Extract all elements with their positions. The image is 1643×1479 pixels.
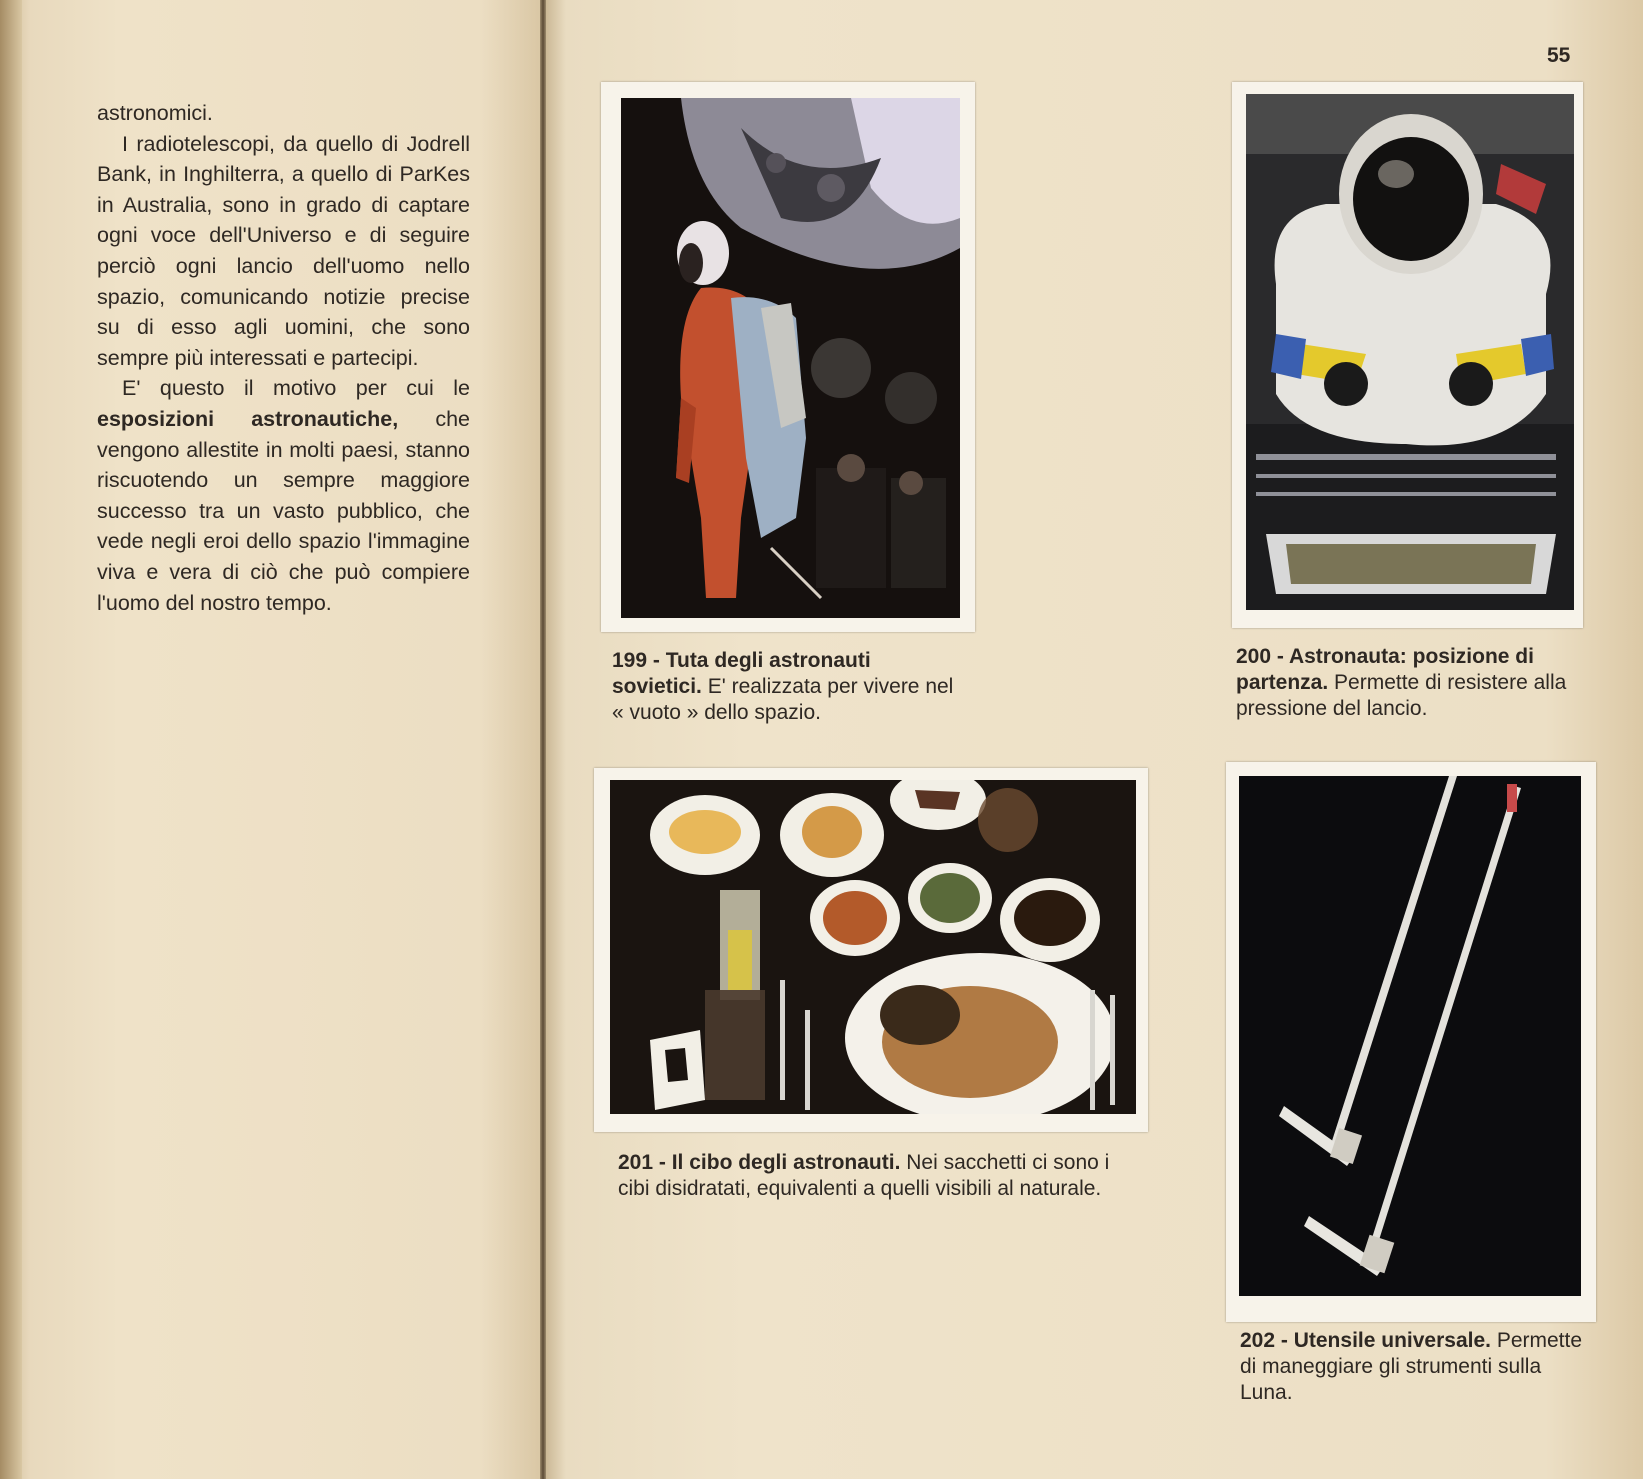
figure-201-card	[594, 768, 1148, 1132]
cosmonaut-suit-photo-icon	[621, 98, 960, 618]
figure-201-caption	[618, 1150, 1144, 1202]
figure-200-caption	[1236, 644, 1578, 722]
paragraph-3-start: E' questo il motivo per cui le	[122, 376, 470, 401]
figure-200-title: Astronauta: posizione di partenza.	[1236, 645, 1534, 694]
universal-tool-photo-icon	[1239, 776, 1581, 1296]
figure-201-text: Nei sacchetti ci sono i cibi disidratati, equivalenti a quelli visibili al naturale.	[618, 1151, 1110, 1200]
figure-200-separator: -	[1271, 645, 1289, 668]
figure-202-title: Utensile universale.	[1293, 1329, 1491, 1352]
figure-199-card	[601, 82, 975, 632]
body-text	[97, 98, 470, 618]
figure-201-separator: -	[653, 1151, 672, 1174]
figure-200-card	[1232, 82, 1583, 628]
astronaut-launch-position-photo-icon	[1246, 94, 1574, 610]
figure-199-text: E' realizzata per vivere nel « vuoto » dello spazio.	[612, 675, 954, 724]
figure-202-card	[1226, 762, 1596, 1322]
figure-202-separator: -	[1275, 1329, 1294, 1352]
figure-202-caption	[1240, 1328, 1585, 1406]
figure-200-number: 200	[1236, 645, 1272, 668]
astronaut-food-photo-icon	[610, 780, 1136, 1114]
figure-199-number: 199	[612, 649, 648, 672]
figure-199-title: Tuta degli astronauti sovietici.	[612, 649, 871, 698]
book-gutter	[540, 0, 546, 1479]
paragraph-3	[97, 373, 470, 618]
figure-202-number: 202	[1240, 1329, 1276, 1352]
paragraph-3-bold: esposizioni astronautiche,	[97, 406, 399, 431]
figure-202-text: Permette di maneggiare gli strumenti sulla Luna.	[1240, 1329, 1583, 1404]
paragraph-2: I radiotelescopi, da quello di Jodrell Bank, in Inghilterra, a quello di ParKes in Australia, sono in grado di captare ogni voce dell'Universo e di seguire perciò ogni lancio dell'uomo nello spazio, comunicando notizie precise su di esso agli uomini, che sono sempre più interessati e partecipi.	[97, 131, 470, 370]
left-page-edge	[0, 0, 22, 1479]
figure-201-title: Il cibo degli astronauti.	[671, 1151, 901, 1174]
figure-201-number: 201	[618, 1151, 654, 1174]
paragraph-3-end: che vengono allestite in molti paesi, stanno riscuotendo un sempre maggiore successo tra un vasto pubblico, che vede negli eroi dello spazio l'immagine viva e vera di ciò che può compiere l'uomo del nostro tempo.	[97, 406, 471, 615]
figure-199-caption	[612, 648, 957, 726]
figure-200-text: Permette di resistere alla pressione del lancio.	[1236, 671, 1567, 720]
figure-199-separator: -	[647, 649, 666, 672]
page-number: 55	[1547, 44, 1571, 67]
paragraph-1: astronomici.	[97, 101, 213, 125]
